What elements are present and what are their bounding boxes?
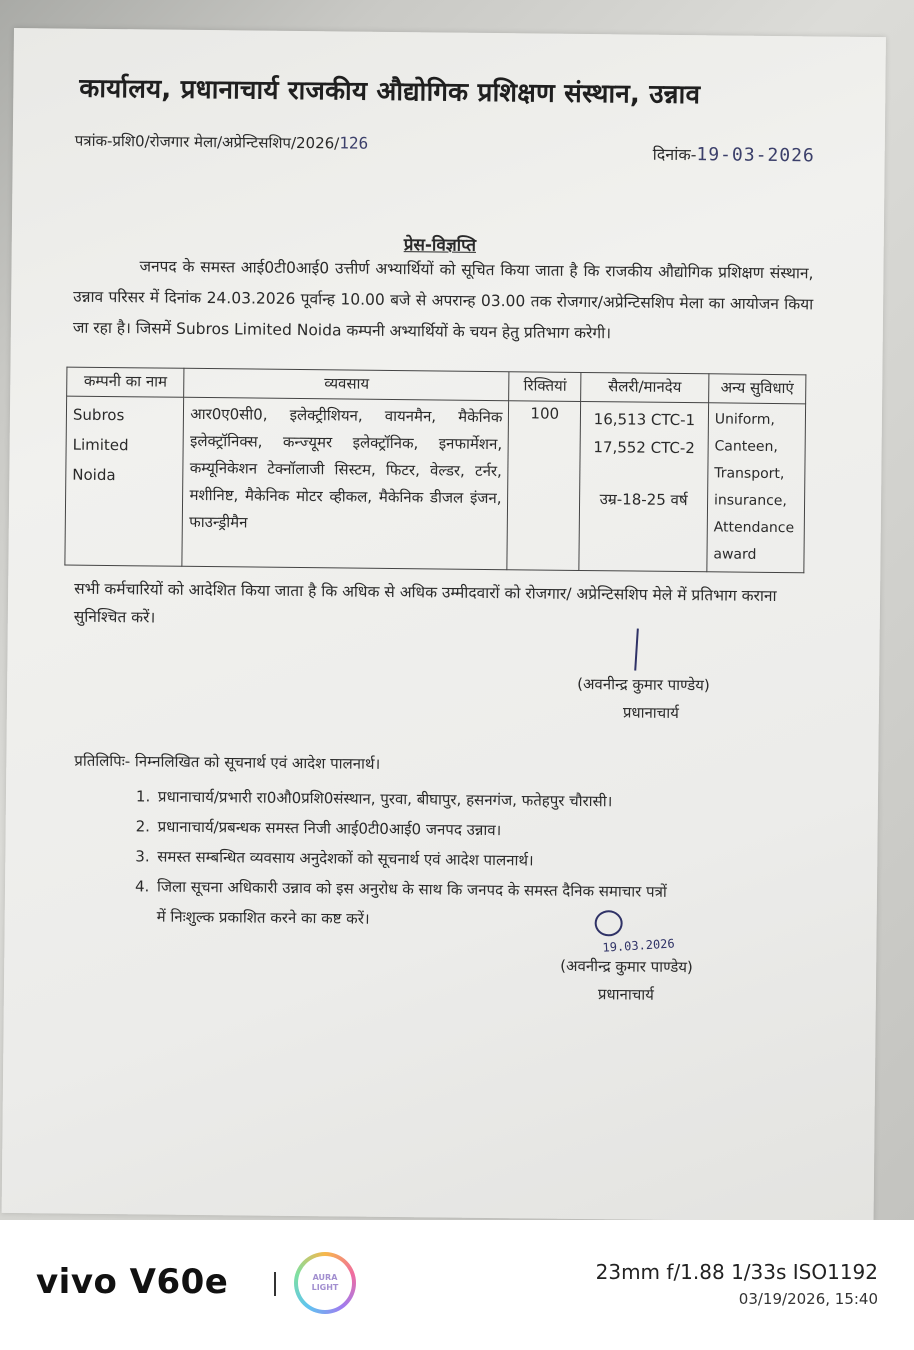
header-company: कम्पनी का नाम [67, 367, 185, 397]
signatory-name: (अवनीन्द्र कुमार पाण्डेय) [577, 674, 710, 695]
list-item: 1. प्रधानाचार्य/प्रभारी रा0औ0प्रशि0संस्थान, पुरवा, बीघापुर, हसनगंज, फतेहपुर चौरासी। [135, 787, 613, 811]
brand-divider [274, 1272, 276, 1296]
cell-company [65, 396, 184, 566]
job-fair-table [64, 367, 806, 574]
aura-label: LIGHT [311, 1283, 339, 1292]
table-row [65, 396, 806, 573]
list-item: 4. जिला सूचना अधिकारी उन्नाव को इस अनुरोध के साथ कि जनपद के समस्त दैनिक समाचार पत्रों में निःशुल्क प्रकाशित करने का कष्ट करें। [134, 877, 667, 928]
signatory-title: प्रधानाचार्य [597, 985, 654, 1004]
handwritten-ref-number: 126 [339, 133, 369, 153]
cell-vacancies: 100 [507, 401, 580, 571]
reference-prefix: पत्रांक-प्रशि0/रोजगार मेला/अप्रेन्टिसशिप/2026/ [74, 131, 340, 153]
header-trades: व्यवसाय [184, 368, 509, 400]
announcement-paragraph: जनपद के समस्त आई0टी0आई0 उत्तीर्ण अभ्यार्थियों को सूचित किया जाता है कि राजकीय औद्योगिक प्रशिक्षण संस्थान, उन्नाव परिसर में दिनांक 24.03.2026 पूर्वान्ह 10.00 बजे से अपरान्ह 03.00 तक रोजगार/अप्रेन्टिसशिप मेला का आयोजन किया जा रहा है। जिसमें Subros Limited Noida कम्पनी अभ्यार्थियों के चयन हेतु प्रतिभाग करेगी। [72, 257, 814, 343]
press-release-heading: प्रेस-विज्ञप्ति [403, 235, 477, 256]
paper-sheet [2, 28, 886, 1220]
header-salary: सैलरी/मानदेय [581, 372, 709, 402]
cell-salary [579, 401, 709, 571]
signatory-title: प्रधानाचार्य [622, 703, 679, 722]
list-item: 3. समस्त सम्बन्धित व्यवसाय अनुदेशकों को सूचनार्थ एवं आदेश पालनार्थ। [135, 847, 534, 870]
age-limit: उम्र-18-25 वर्ष [599, 490, 688, 510]
cell-benefits [707, 403, 806, 573]
signature-mark [595, 910, 623, 936]
copy-to-list [135, 781, 787, 938]
handwritten-date: 19-03-2026 [696, 144, 815, 167]
header-benefits: अन्य सुविधाएं [709, 374, 806, 404]
salary-ctc1: 16,513 CTC-1 [593, 410, 696, 430]
benefit-item: Attendance [713, 519, 795, 537]
copy-to-heading: प्रतिलिपिः- निम्नलिखित को सूचनार्थ एवं आदेश पालनार्थ। [74, 751, 381, 773]
handwritten-signature-date: 19.03.2026 [602, 936, 676, 955]
list-item: 2. प्रधानाचार्य/प्रबन्धक समस्त निजी आई0टी0आई0 जनपद उन्नाव। [135, 817, 502, 840]
benefit-item: Canteen, [714, 438, 778, 456]
reference-number [75, 131, 369, 154]
aura-label: AURA [312, 1273, 338, 1282]
benefit-item: insurance, [713, 492, 787, 510]
capture-datetime: 03/19/2026, 15:40 [738, 1290, 878, 1308]
camera-brand: vivo V60e [36, 1262, 229, 1302]
company-line: Limited [72, 435, 129, 455]
company-line: Subros [72, 405, 125, 425]
issue-date [653, 143, 815, 167]
benefit-item: award [713, 546, 757, 563]
camera-specs: 23mm f/1.88 1/33s ISO1192 [595, 1260, 878, 1284]
header-vacancies: रिक्तियां [509, 372, 581, 402]
signatory-name: (अवनीन्द्र कुमार पाण्डेय) [560, 956, 693, 977]
instruction-paragraph: सभी कर्मचारियों को आदेशित किया जाता है कि अधिक से अधिक उम्मीदवारों को रोजगार/ अप्रेन्टिसशिप मेले में प्रतिभाग कराना सुनिश्चित करें। [73, 579, 777, 627]
office-title: कार्यालय, प्रधानाचार्य राजकीय औद्योगिक प्रशिक्षण संस्थान, उन्नाव [79, 73, 701, 111]
cell-trades: आर0ए0सी0, इलेक्ट्रीशियन, वायनमैन, मैकेनिक इलेक्ट्रॉनिक्स, कन्ज्यूमर इलेक्ट्रॉनिक, इनफार्मेशन, कम्यूनिकेशन टेक्नॉलाजी सिस्टम, फिटर, वेल्डर, टर्नर, मशीनिष्ट, मैकेनिक मोटर व्हीकल, मैकेनिक डीजल इंजन, फाउन्ड्रीमैन [182, 397, 509, 569]
date-prefix: दिनांक- [652, 144, 697, 165]
benefit-item: Uniform, [714, 411, 776, 428]
company-line: Noida [72, 465, 116, 485]
salary-ctc2: 17,552 CTC-2 [593, 438, 695, 458]
camera-watermark-bar [0, 1220, 914, 1350]
aura-light-icon [294, 1252, 356, 1314]
benefit-item: Transport, [714, 465, 785, 483]
